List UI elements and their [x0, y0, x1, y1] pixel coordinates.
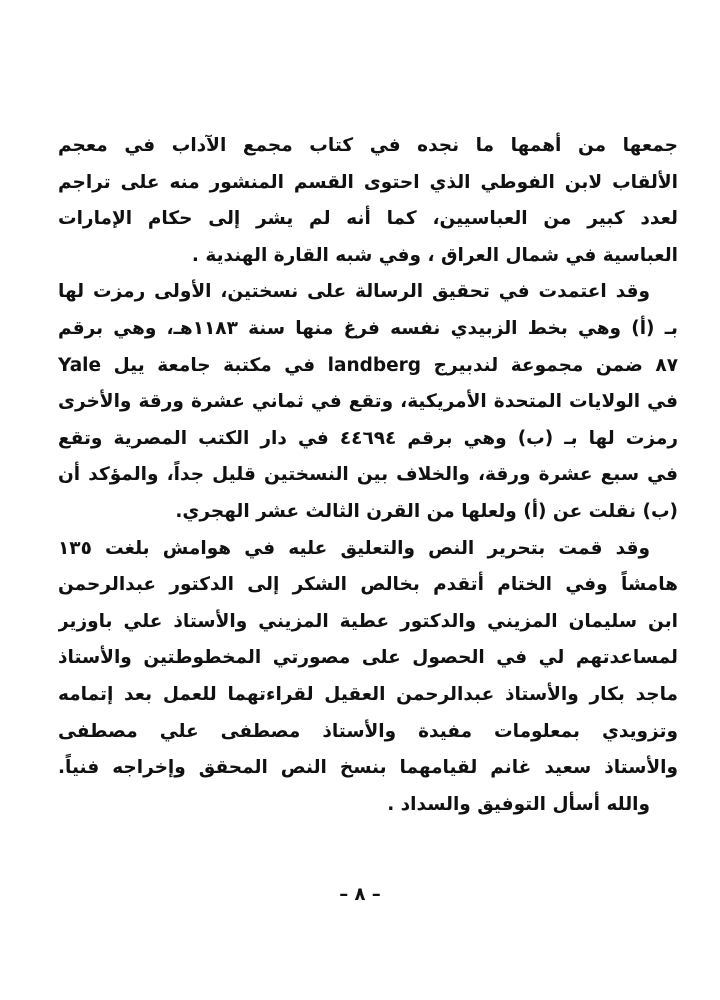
text-line: في الولايات المتحدة الأمريكية، وتقع في ثماني عشرة ورقة والأخرى — [58, 391, 678, 413]
paragraph-start-line: وقد اعتمدت في تحقيق الرسالة على نسختين، الأولى رمزت لها — [58, 281, 650, 303]
text-line: ابن سليمان المزيني والدكتور عطية المزيني والأستاذ علي باوزير — [58, 610, 678, 632]
text-line: رمزت لها بـ (ب) وهي برقم ٤٤٦٩٤ في دار الكتب المصرية وتقع — [58, 427, 678, 449]
paragraph-start-line: وقد قمت بتحرير النص والتعليق عليه في هوامش بلغت ١٣٥ — [58, 537, 650, 559]
text-line: بـ (أ) وهي بخط الزبيدي نفسه فرغ منها سنة ١١٨٣هـ، وهي برقم — [58, 317, 678, 339]
text-line: (ب) نقلت عن (أ) ولعلها من القرن الثالث عشر الهجري. — [175, 500, 678, 522]
text-line: وتزويدي بمعلومات مفيدة والأستاذ مصطفى علي مصطفى — [58, 720, 678, 742]
text-line: في سبع عشرة ورقة، والخلاف بين النسختين قليل جداً، والمؤكد أن — [58, 464, 678, 486]
text-line: العباسية في شمال العراق ، وفي شبه القارة الهندية . — [191, 244, 678, 266]
body-text — [58, 128, 678, 823]
text-line: لعدد كبير من العباسيين، كما أنه لم يشر إلى حكام الإمارات — [58, 208, 678, 230]
text-line: جمعها من أهمها ما نجده في كتاب مجمع الآداب في معجم — [58, 135, 678, 156]
text-line: ماجد بكار والأستاذ عبدالرحمن العقيل لقراءتهما للعمل بعد إتمامه — [58, 683, 678, 705]
text-line: الألقاب لابن الفوطي الذي احتوى القسم المنشور منه على تراجم — [58, 171, 678, 193]
text-line: ٨٧ ضمن مجموعة لندبيرج landberg في مكتبة جامعة ييل Yale — [58, 354, 678, 376]
text-line: لمساعدتهم لي في الحصول على مصورتي المخطوطتين والأستاذ — [58, 647, 678, 669]
page-number: – ٨ – — [339, 884, 381, 905]
text-line: والأستاذ سعيد غانم لقيامهما بنسخ النص المحقق وإخراجه فنياً. — [58, 757, 678, 779]
closing-line: والله أسأل التوفيق والسداد . — [387, 793, 650, 815]
text-line: هامشاً وفي الختام أتقدم بخالص الشكر إلى الدكتور عبدالرحمن — [58, 574, 678, 596]
